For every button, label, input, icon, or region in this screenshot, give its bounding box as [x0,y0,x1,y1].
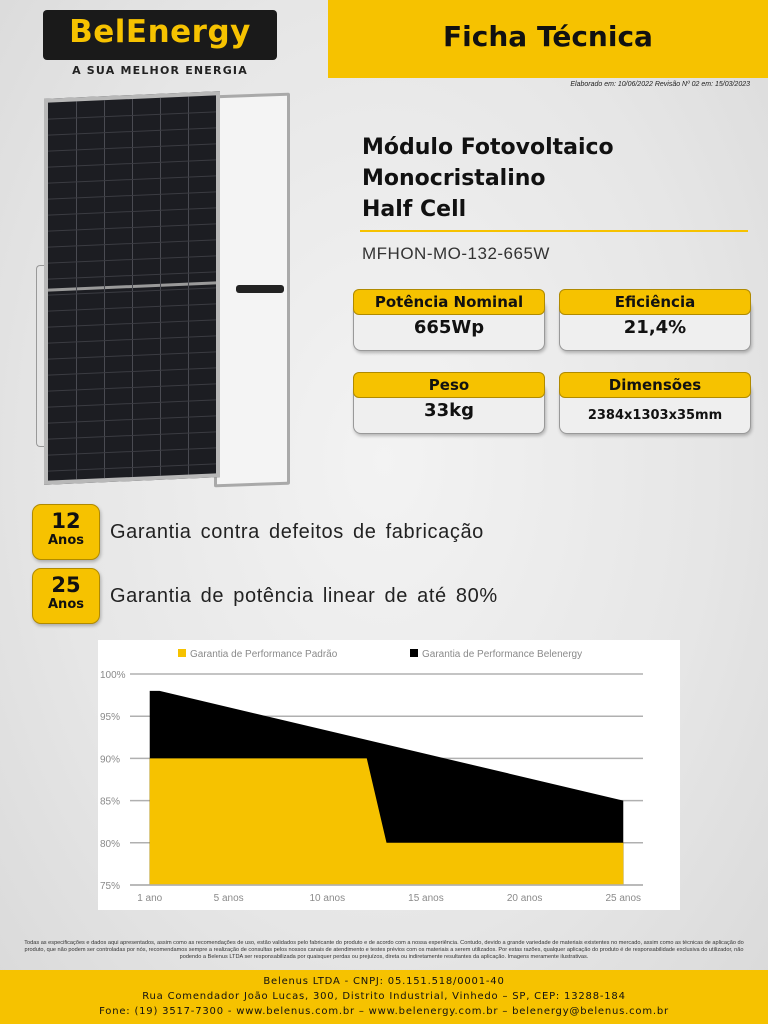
spec-weight [353,372,545,434]
product-title [362,132,614,225]
warranty-text-defects: Garantia contra defeitos de fabricação [110,521,484,543]
brand-name: BelEnergy [69,14,251,50]
chart-y-tick-label: 90% [100,754,121,766]
chart-y-tick-label: 80% [100,838,121,850]
spec-nominal-power [353,289,545,351]
panel-cell-divider [76,101,77,479]
product-title-line3: Half Cell [362,197,467,222]
brand-logo [43,10,277,60]
chart-y-tick-label: 75% [100,881,121,892]
document-revision-info: Elaborado em: 10/06/2022 Revisão Nº 02 em: 15/03/2023 [570,81,750,88]
spec-value: 21,4% [623,317,687,338]
junction-box [236,285,284,293]
legal-disclaimer: Todas as especificações e dados aqui apresentados, assim como as recomendações de uso, estão validados pelo fabricante do produto e de acordo com a nossa experiência. Contudo, devido a grande variedade de materiais existentes no mercado, assim como as técnicas de aplicação do produto, que não podem ser controladas por nós, recomendamos sempre a realização de consultas pelos nossos canais de atendimento e testes prévios com os materiais a serem utilizados. Por estas razões, qualquer aplicação do produto é de responsabilidade exclusiva do utilizador, não podendo a Belenus LTDA ser responsabilizada por quaisquer perdas ou prejuízos, direta ou indiretamente resultantes da aplicação. Imagens meramente ilustrativas. [24,940,744,960]
warranty-text-power: Garantia de potência linear de até 80% [110,585,498,607]
performance-warranty-chart [98,640,680,910]
title-bar [328,0,768,78]
warranty-unit: Anos [48,533,84,548]
warranty-years: 25 [51,573,81,597]
chart-y-tick-label: 95% [100,712,121,724]
solar-panel-image [44,91,220,485]
chart-x-tick-label: 5 anos [213,893,244,904]
spec-dimensions [559,372,751,434]
spec-efficiency [559,289,751,351]
warranty-years: 12 [51,509,81,533]
spec-label: Dimensões [559,372,751,398]
chart-x-tick-label: 15 anos [408,893,444,904]
spec-value: 2384x1303x35mm [587,408,723,423]
panel-cell-divider [132,99,133,477]
product-model: MFHON-MO-132-665W [362,244,550,263]
footer-contact: Fone: (19) 3517-7300 - www.belenus.com.br – www.belenergy.com.br – belenergy@belenus.com.br [99,1006,669,1017]
spec-label: Potência Nominal [353,289,545,315]
chart-legend-swatch [178,649,186,657]
chart-y-tick-label: 85% [100,796,121,808]
spec-value: 665Wp [413,317,485,338]
chart-x-tick-label: 25 anos [605,893,642,904]
product-title-line1: Módulo Fotovoltaico [362,135,614,160]
chart-x-tick-label: 10 anos [309,893,346,904]
chart-svg [98,640,680,910]
warranty-badge-defects [32,504,100,560]
chart-legend-swatch [410,649,418,657]
chart-legend-label: Garantia de Performance Belenergy [422,649,583,660]
warranty-badge-power [32,568,100,624]
product-title-line2: Monocristalino [362,166,546,191]
panel-cell-divider [160,98,161,476]
spec-label: Eficiência [559,289,751,315]
title-divider [360,230,748,232]
page-title: Ficha Técnica [443,20,653,53]
footer-address: Rua Comendador João Lucas, 300, Distrito Industrial, Vinhedo – SP, CEP: 13288-184 [142,991,626,1002]
chart-y-tick-label: 100% [100,670,126,681]
panel-cell-divider [188,97,189,475]
chart-x-tick-label: 1 ano [137,893,163,904]
footer-company: Belenus LTDA - CNPJ: 05.151.518/0001-40 [263,976,505,987]
footer [0,970,768,1024]
chart-x-tick-label: 20 anos [506,893,543,904]
warranty-unit: Anos [48,597,84,612]
spec-value: 33kg [424,400,474,421]
panel-cell-divider [104,100,105,478]
spec-label: Peso [353,372,545,398]
chart-legend-label: Garantia de Performance Padrão [190,649,338,660]
brand-tagline: A SUA MELHOR ENERGIA [72,64,248,77]
